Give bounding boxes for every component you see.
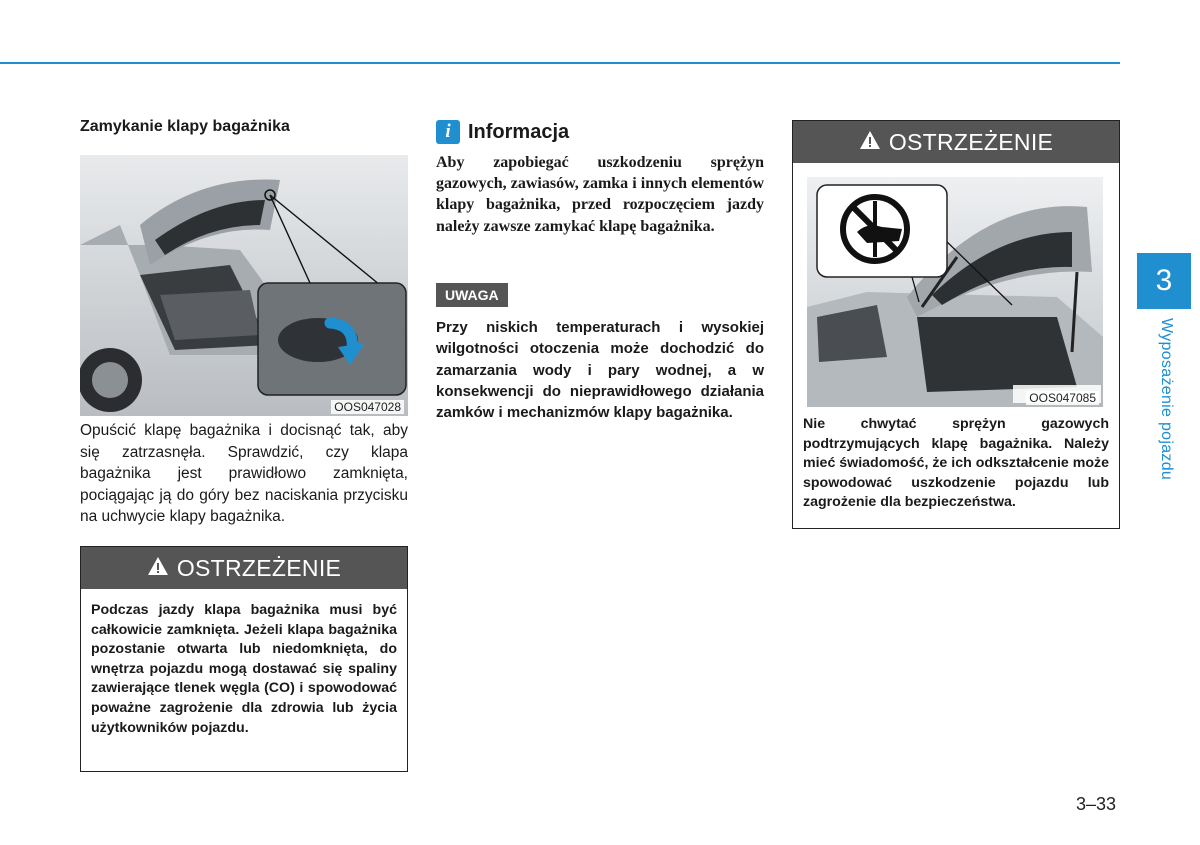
warning-header-1 [81, 547, 407, 589]
chapter-number-tab: 3 [1137, 253, 1191, 309]
warning-label-2: OSTRZEŻENIE [888, 128, 1054, 155]
warning-label-1: OSTRZEŻENIE [176, 554, 342, 581]
closing-instructions: Opuścić klapę bagażnika i docisnąć tak, aby się zatrzasnęła. Sprawdzić, czy klapa bagażnika jest prawidłowo zamknięta, pociągając ją do góry bez naciskania przycisku na uchwycie klapy bagażnika. [80, 422, 408, 525]
warning-box-1 [80, 546, 408, 772]
info-icon: i [436, 120, 460, 144]
gas-spring-warning-image [807, 177, 1103, 407]
image-code-1: OOS047028 [331, 400, 404, 414]
warning-text-1: Podczas jazdy klapa bagażnika musi być całkowicie zamknięta. Jeżeli klapa bagażnika pozostanie otwarta lub niedomknięta, do wnętrza pojazdu mogą dostawać się spaliny zawierające tlenek węgla (CO) i spowodować poważne zagrożenie dla zdrowia lub życia użytkowników pojazdu. [91, 602, 397, 736]
warning-text-2: Nie chwytać sprężyn gazowych podtrzymujących klapę bagażnika. Należy mieć świadomość, że ich odkształcenie może spowodować uszkodzenie pojazdu lub zagrożenie dla bezpieczeństwa. [803, 416, 1109, 511]
top-rule [0, 62, 1120, 64]
info-title: Informacja [468, 120, 570, 143]
image-code-2: OOS047085 [1026, 391, 1099, 405]
info-text: Aby zapobiegać uszkodzeniu sprężyn gazowych, zawiasów, zamka i innych elementów klapy bagażnika, przed rozpoczęciem jazdy należy zawsze zamykać klapę bagażnika. [436, 154, 764, 235]
chapter-title: Wyposażenie pojazdu [1158, 318, 1175, 481]
tailgate-closing-image [80, 155, 408, 416]
info-header [436, 120, 569, 144]
section-title: Zamykanie klapy bagażnika [80, 118, 290, 135]
warning-triangle-icon [147, 556, 169, 581]
warning-box-2 [792, 120, 1120, 529]
caution-badge: UWAGA [436, 283, 508, 307]
warning-header-2 [793, 121, 1119, 163]
warning-triangle-icon [859, 130, 881, 155]
caution-text: Przy niskich temperaturach i wysokiej wilgotności otoczenia może dochodzić do zamarzania wody i pary wodnej, a w konsekwencji do nieprawidłowego działania zamków i mechanizmów klapy bagażnika. [436, 319, 764, 422]
page-number: 3–33 [1076, 794, 1117, 814]
